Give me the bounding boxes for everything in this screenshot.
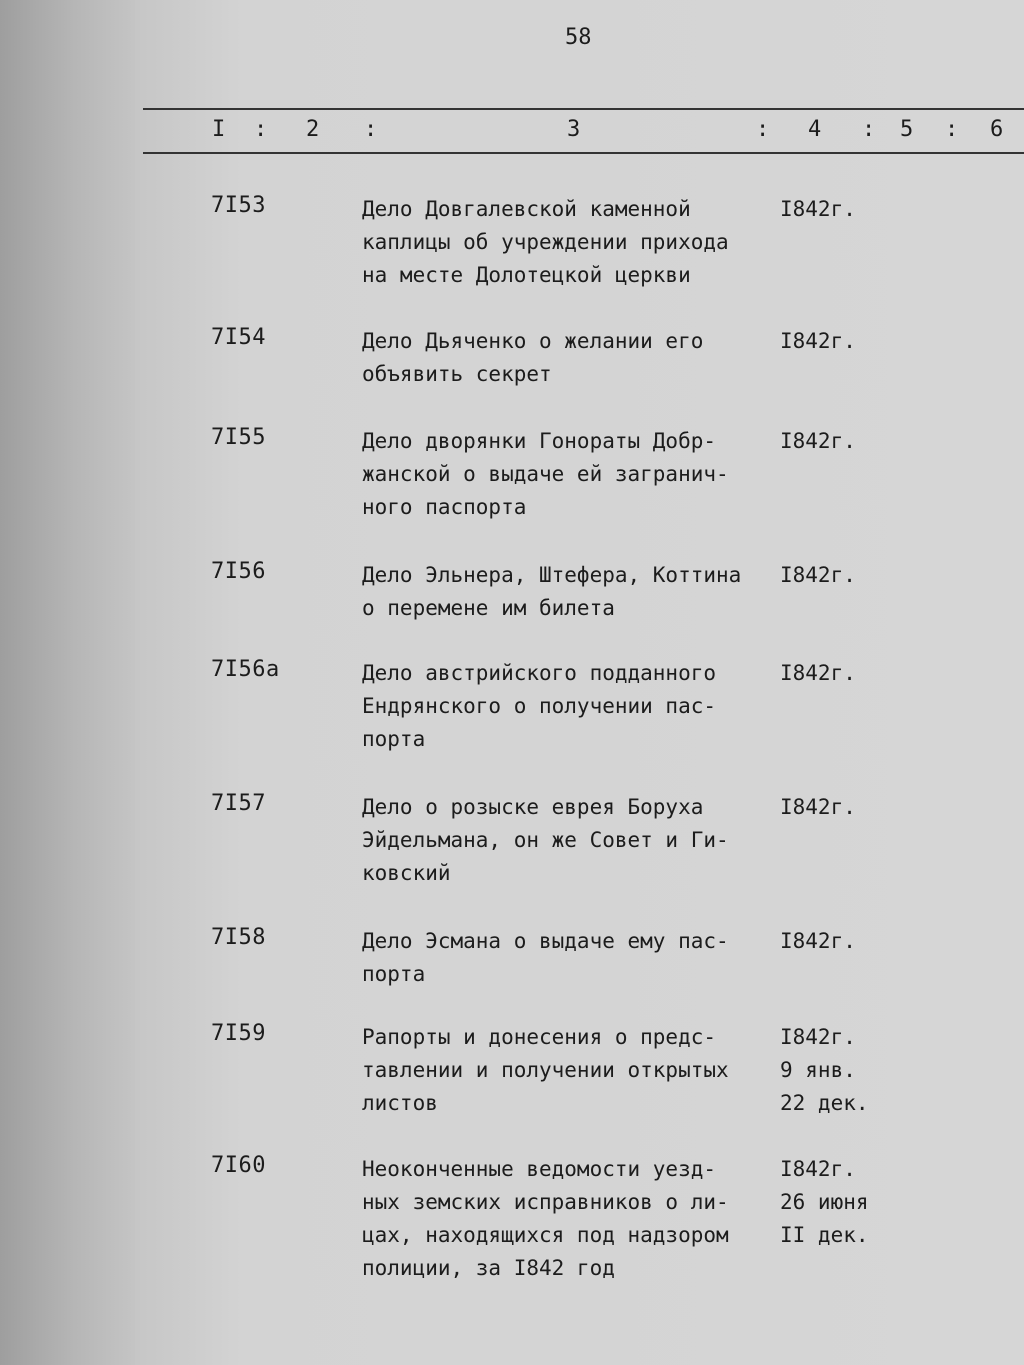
entry-title-line: на месте Долотецкой церкви <box>362 263 691 287</box>
entry-title-line: ного паспорта <box>362 495 527 519</box>
entry-date: 26 июня <box>780 1190 869 1214</box>
entry-title <box>362 193 782 292</box>
entry-date: I842г. <box>780 661 856 685</box>
entry-title-line: Дело дворянки Гонораты Добр- <box>362 429 717 453</box>
entry-dates <box>780 325 856 358</box>
header-col-3: 3 <box>567 117 581 142</box>
entry-title-line: каплицы об учреждении прихода <box>362 230 729 254</box>
entry-title-line: листов <box>362 1091 438 1115</box>
entry-title-line: Рапорты и донесения о предс- <box>362 1025 717 1049</box>
entry-date: 22 дек. <box>780 1091 869 1115</box>
entry-date: I842г. <box>780 929 856 953</box>
entry-title-line: полиции, за I842 год <box>362 1256 615 1280</box>
entry-title <box>362 1153 782 1285</box>
header-col-5: 5 <box>900 117 914 142</box>
entry-dates <box>780 657 856 690</box>
entry-date: II дек. <box>780 1223 869 1247</box>
entry-date: I842г. <box>780 1025 856 1049</box>
entry-dates <box>780 791 856 824</box>
entry-title <box>362 657 782 756</box>
entry-title-line: жанской о выдаче ей загранич- <box>362 462 729 486</box>
header-rule-top <box>143 108 1024 110</box>
entry-number: 7I60 <box>211 1153 266 1178</box>
entry-number: 7I59 <box>211 1021 266 1046</box>
entry-dates <box>780 559 856 592</box>
entry-date: I842г. <box>780 563 856 587</box>
entry-title-line: ных земских исправников о ли- <box>362 1190 729 1214</box>
entry-dates <box>780 925 856 958</box>
entry-title-line: Неоконченные ведомости уезд- <box>362 1157 717 1181</box>
entry-title <box>362 425 782 524</box>
entry-title <box>362 925 782 991</box>
entry-title-line: Дело Эсмана о выдаче ему пас- <box>362 929 729 953</box>
entry-title-line: ковский <box>362 861 451 885</box>
entry-date: I842г. <box>780 795 856 819</box>
entry-title-line: Дело австрийского подданного <box>362 661 717 685</box>
entry-title-line: Дело Эльнера, Штефера, Коттина <box>362 563 742 587</box>
entry-title-line: Дело о розыске еврея Боруха <box>362 795 704 819</box>
entry-title-line: о перемене им билета <box>362 596 615 620</box>
entry-title-line: цах, находящихся под надзором <box>362 1223 729 1247</box>
entry-title-line: порта <box>362 727 426 751</box>
entry-title-line: порта <box>362 962 426 986</box>
entry-title-line: тавлении и получении открытых <box>362 1058 729 1082</box>
entry-number: 7I54 <box>211 325 266 350</box>
entry-date: I842г. <box>780 1157 856 1181</box>
entry-title-line: Эйдельмана, он же Совет и Ги- <box>362 828 729 852</box>
header-sep-4: : <box>862 117 876 142</box>
entry-title <box>362 791 782 890</box>
header-col-1: I <box>212 117 226 142</box>
header-col-6: 6 <box>990 117 1004 142</box>
entry-number: 7I58 <box>211 925 266 950</box>
entry-dates <box>780 425 856 458</box>
entry-date: I842г. <box>780 429 856 453</box>
entry-number: 7I55 <box>211 425 266 450</box>
facing-page-text <box>0 0 60 1365</box>
header-col-4: 4 <box>808 117 822 142</box>
entry-dates <box>780 1021 869 1120</box>
header-sep-2: : <box>364 117 378 142</box>
page-number: 58 <box>565 25 592 50</box>
header-sep-3: : <box>756 117 770 142</box>
entry-date: I842г. <box>780 329 856 353</box>
entry-date: I842г. <box>780 197 856 221</box>
header-sep-1: : <box>254 117 268 142</box>
entry-dates <box>780 193 856 226</box>
entry-title <box>362 559 782 625</box>
entry-title-line: Дело Дьяченко о желании его <box>362 329 704 353</box>
entry-number: 7I53 <box>211 193 266 218</box>
entry-dates <box>780 1153 869 1252</box>
entry-number: 7I56 <box>211 559 266 584</box>
entry-title <box>362 1021 782 1120</box>
entry-title-line: объявить секрет <box>362 362 552 386</box>
entry-date: 9 янв. <box>780 1058 856 1082</box>
entry-number: 7I56a <box>211 657 280 682</box>
entry-number: 7I57 <box>211 791 266 816</box>
header-sep-5: : <box>945 117 959 142</box>
header-rule-bottom <box>143 152 1024 154</box>
header-col-2: 2 <box>306 117 320 142</box>
entry-title-line: Дело Довгалевской каменной <box>362 197 691 221</box>
entry-title <box>362 325 782 391</box>
entry-title-line: Ендрянского о получении пас- <box>362 694 717 718</box>
